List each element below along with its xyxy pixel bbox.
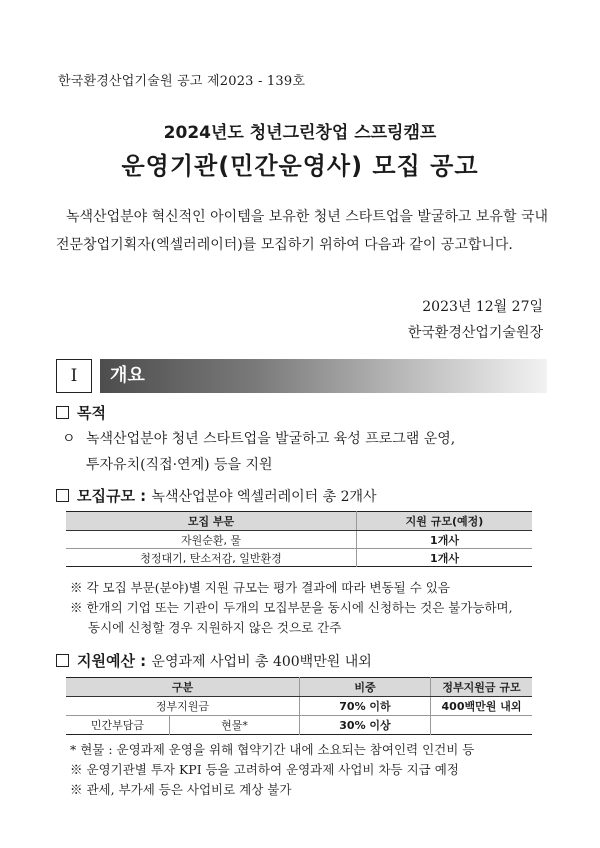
purpose-bullet: ㅇ xyxy=(62,431,76,447)
section-bar xyxy=(100,359,547,393)
scale-summary: 녹색산업분야 엑셀러레이터 총 2개사 xyxy=(151,489,377,505)
scale-note: 동시에 신청할 경우 지원하지 않은 것으로 간주 xyxy=(88,620,342,635)
checkbox-square-icon xyxy=(56,654,69,667)
table-cell: 1개사 xyxy=(357,531,533,549)
title-line1: 2024년도 청년그린창업 스프링캠프 xyxy=(163,123,437,143)
table-header: 지원 규모(예정) xyxy=(357,512,533,531)
budget-summary: 운영과제 사업비 총 400백만원 내외 xyxy=(151,654,372,670)
table-row xyxy=(66,697,532,716)
checkbox-square-icon xyxy=(56,489,69,502)
table-row xyxy=(66,716,532,735)
scale-note: ※ 한개의 기업 또는 기관이 두개의 모집부문을 동시에 신청하는 것은 불가능하며, xyxy=(70,600,513,615)
purpose-line2: 투자유치(직접·연계) 등을 지원 xyxy=(86,457,273,473)
scale-table xyxy=(66,511,532,567)
scale-heading: 모집규모 : 녹색산업분야 엑셀러레이터 총 2개사 xyxy=(56,485,377,506)
intro-paragraph: 녹색산업분야 혁신적인 아이템을 보유한 청년 스타트업을 발굴하고 보유할 국내 전문창업기획자(엑셀러레이터)를 모집하기 위하여 다음과 같이 공고합니다. xyxy=(56,209,548,253)
table-cell: 1개사 xyxy=(357,549,533,567)
page-title: 운영기관(민간운영사) 모집 공고 xyxy=(121,152,479,180)
table-header: 비중 xyxy=(299,678,430,697)
budget-heading: 지원예산 : 운영과제 사업비 총 400백만원 내외 xyxy=(56,650,372,671)
table-header: 구분 xyxy=(66,678,299,697)
notice-date: 2023년 12월 27일 xyxy=(422,299,543,315)
purpose-line1: 녹색산업분야 청년 스타트업을 발굴하고 육성 프로그램 운영, xyxy=(86,431,456,447)
table-header: 정부지원금 규모 xyxy=(430,678,532,697)
table-cell: 70% 이하 xyxy=(299,697,430,716)
section-number: I xyxy=(56,359,92,393)
checkbox-square-icon xyxy=(56,406,69,419)
table-cell: 400백만원 내외 xyxy=(430,697,532,716)
section-header xyxy=(56,359,547,393)
table-row xyxy=(66,531,532,549)
table-cell: 청정대기, 탄소저감, 일반환경 xyxy=(140,551,282,565)
purpose-heading: 목적 xyxy=(56,402,106,423)
table-cell: 30% 이상 xyxy=(299,716,430,735)
budget-note: * 현물 : 운영과제 운영을 위해 협약기간 내에 소요되는 참여인력 인건비 등 xyxy=(70,742,475,757)
table-row xyxy=(66,549,532,567)
budget-table xyxy=(66,677,532,735)
table-header: 모집 부문 xyxy=(66,512,357,531)
notice-number: 한국환경산업기술원 공고 제2023 - 139호 xyxy=(58,74,306,89)
table-cell: 자원순환, 물 xyxy=(66,531,357,549)
table-cell: 현물* xyxy=(170,716,300,735)
issuer-name: 한국환경산업기술원장 xyxy=(407,325,543,341)
scale-note: ※ 각 모집 부문(분야)별 지원 규모는 평가 결과에 따라 변동될 수 있음 xyxy=(70,580,450,595)
budget-note: ※ 관세, 부가세 등은 사업비로 계상 불가 xyxy=(70,782,292,797)
table-cell xyxy=(430,716,532,735)
table-cell: 정부지원금 xyxy=(66,697,299,716)
table-cell: 민간부담금 xyxy=(90,719,145,732)
budget-note: ※ 운영기관별 투자 KPI 등을 고려하여 운영과제 사업비 차등 지급 예정 xyxy=(70,762,459,777)
section-title: 개요 xyxy=(110,365,145,386)
